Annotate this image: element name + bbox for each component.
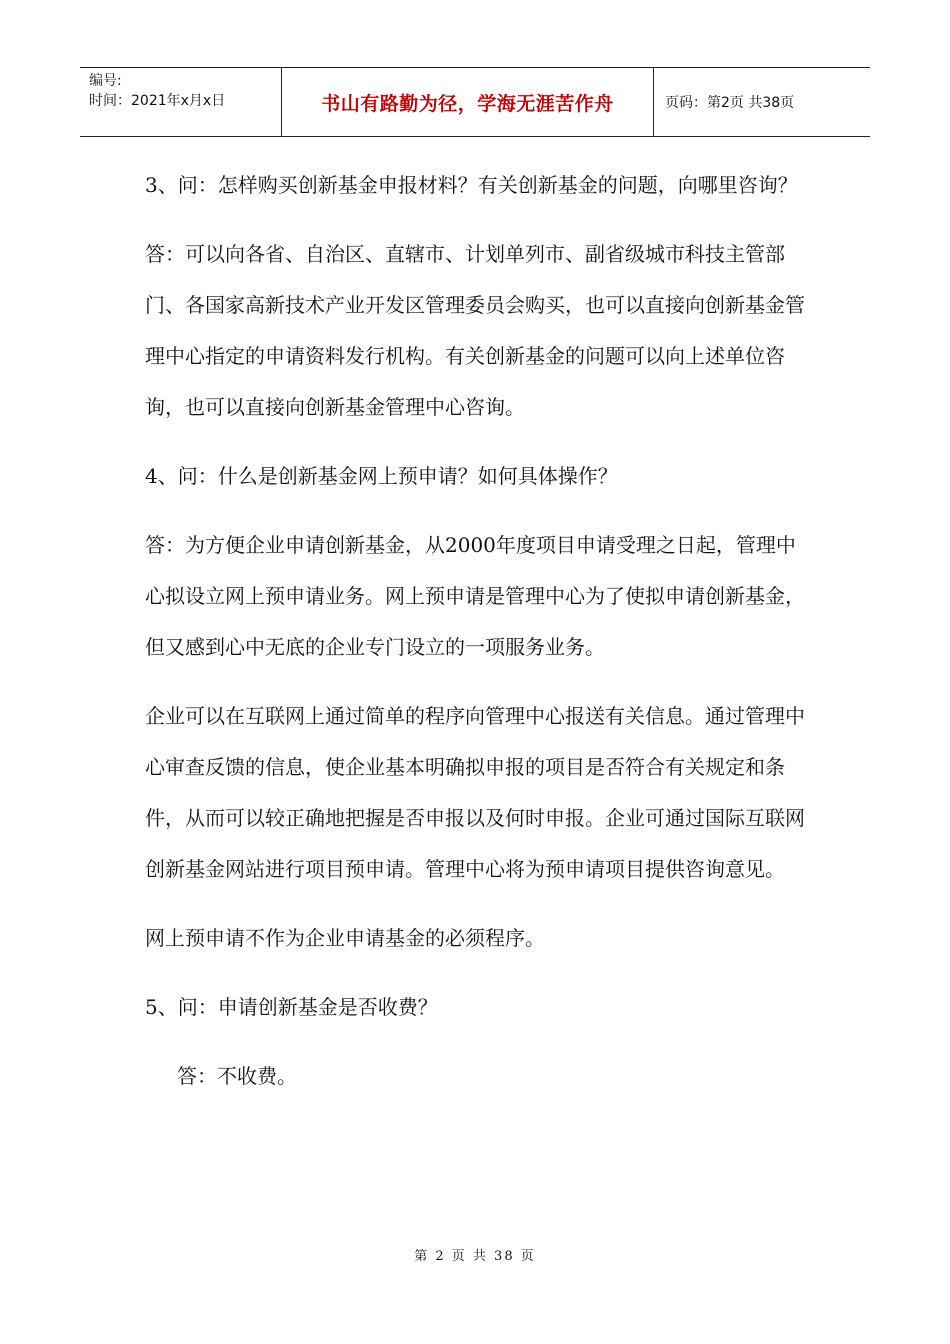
header-page-info: 页码：第2页 共38页 <box>665 95 795 111</box>
header-meta <box>80 68 282 136</box>
paragraph-not-required: 网上预申请不作为企业申请基金的必须程序。 <box>145 926 545 950</box>
question-4: 4、问：什么是创新基金网上预申请？如何具体操作？ <box>145 464 618 488</box>
answer-3: 答：可以向各省、自治区、直辖市、计划单列市、副省级城市科技主管部门、各国家高新技术产业开发区管理委员会购买，也可以直接向创新基金管理中心指定的申请资料发行机构。有关创新基金的问题可以向上述单位咨询，也可以直接向创新基金管理中心咨询。 <box>145 242 805 419</box>
answer-4: 答：为方便企业申请创新基金，从2000年度项目申请受理之日起，管理中心拟设立网上预申请业务。网上预申请是管理中心为了使拟申请创新基金，但又感到心中无底的企业专门设立的一项服务业务。 <box>145 533 805 659</box>
header-motto: 书山有路勤为径，学海无涯苦作舟 <box>282 68 654 136</box>
document-time-label: 时间：2021年x月x日 <box>89 93 226 109</box>
page-footer: 第 2 页 共 38 页 <box>414 1249 536 1264</box>
paragraph-online-info: 企业可以在互联网上通过简单的程序向管理中心报送有关信息。通过管理中心审查反馈的信息，使企业基本明确拟申报的项目是否符合有关规定和条件，从而可以较正确地把握是否申报以及何时申报。企业可通过国际互联网创新基金网站进行项目预申请。管理中心将为预申请项目提供咨询意见。 <box>145 704 805 881</box>
answer-5: 答：不收费。 <box>177 1064 297 1088</box>
document-body <box>145 160 815 1102</box>
document-number-label: 编号: <box>89 73 122 89</box>
question-5: 5、问：申请创新基金是否收费？ <box>145 995 438 1019</box>
question-3: 3、问：怎样购买创新基金申报材料？有关创新基金的问题，向哪里咨询？ <box>145 173 798 197</box>
page-header <box>80 67 870 137</box>
